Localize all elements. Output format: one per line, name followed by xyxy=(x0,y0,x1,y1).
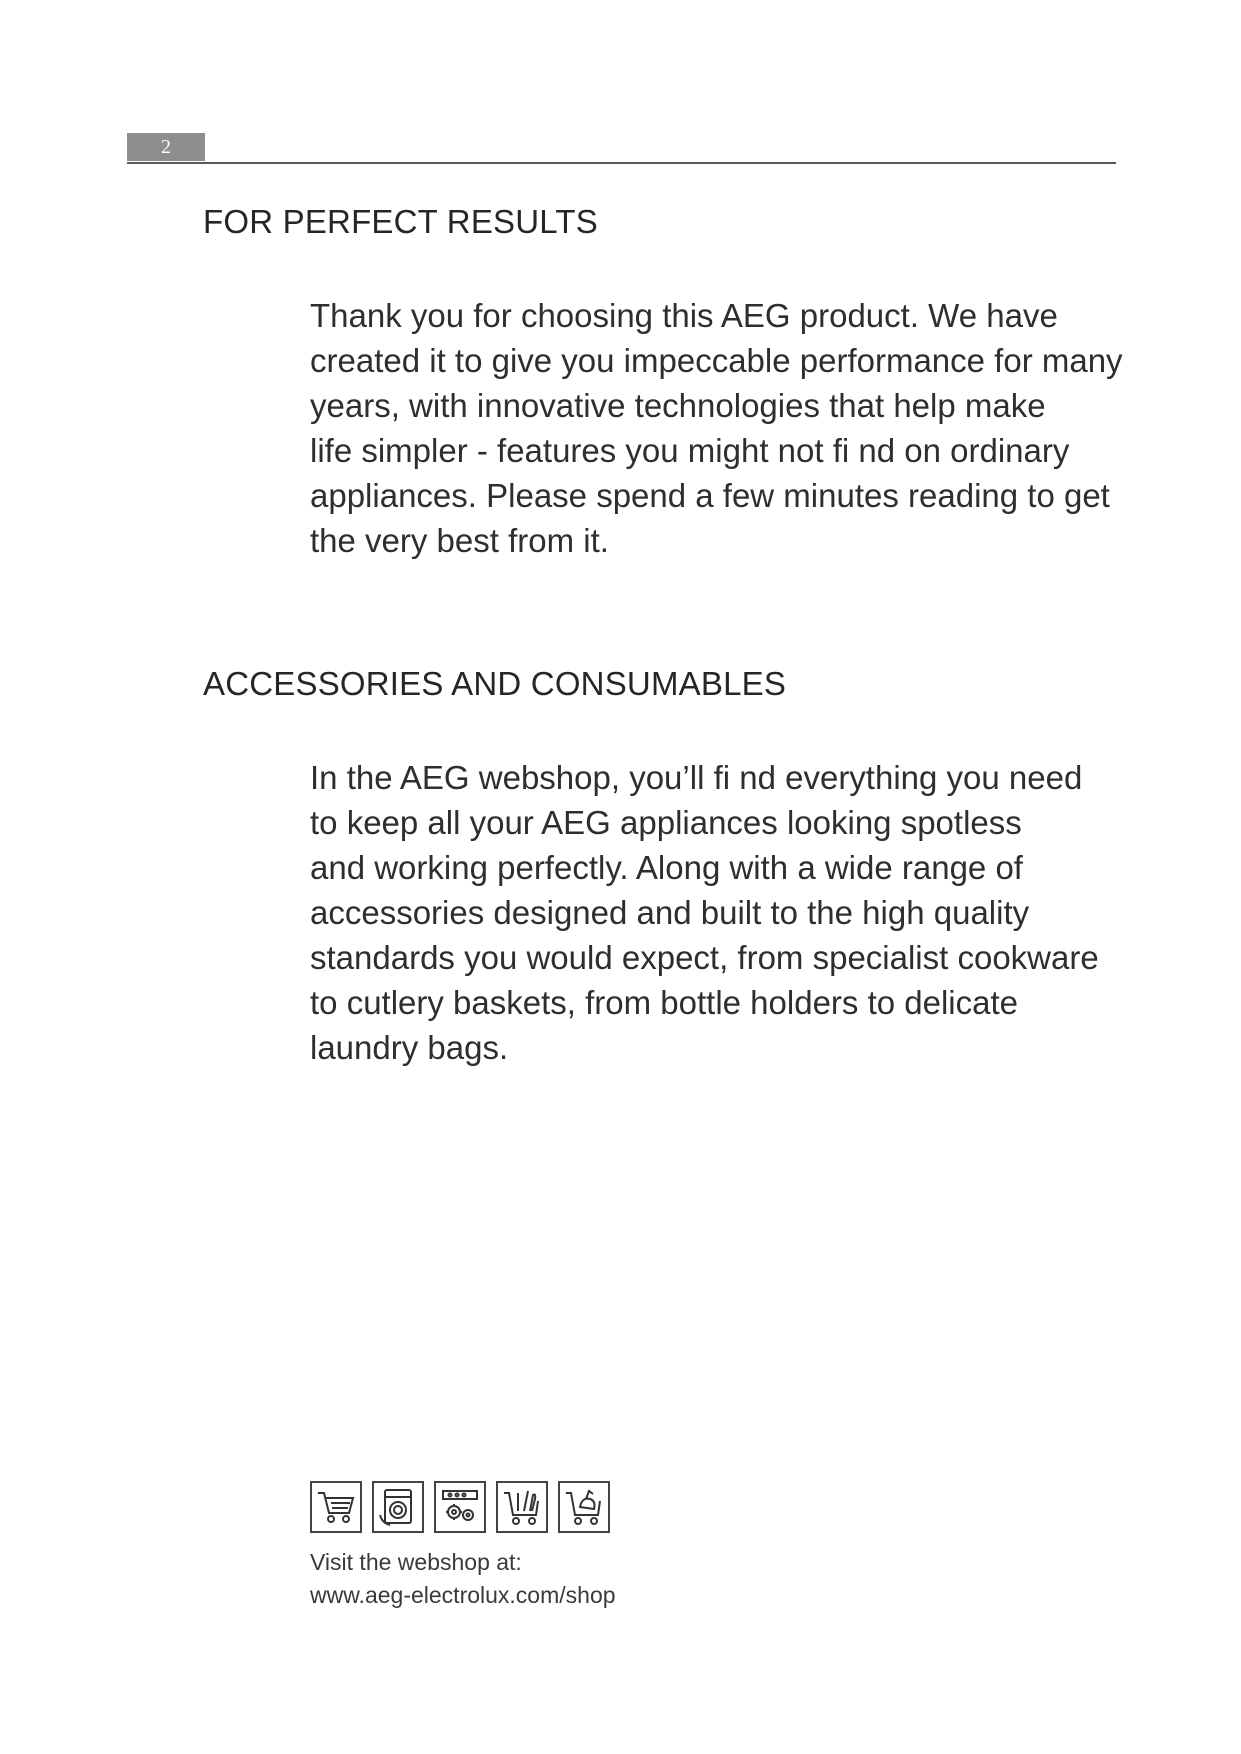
section-heading-perfect-results: FOR PERFECT RESULTS xyxy=(203,203,598,240)
intro-paragraph xyxy=(310,293,1130,563)
oven-gear-icon xyxy=(434,1481,486,1533)
section-heading-accessories: ACCESSORIES AND CONSUMABLES xyxy=(203,665,787,702)
paragraph-line: created it to give you impeccable performance for many xyxy=(310,342,1123,379)
paragraph-line: laundry bags. xyxy=(310,1029,509,1066)
cart-laundry-icon xyxy=(558,1481,610,1533)
webshop-visit-label: Visit the webshop at: xyxy=(310,1549,522,1575)
paragraph-line: and working perfectly. Along with a wide range of xyxy=(310,849,1023,886)
shopping-cart-icon xyxy=(310,1481,362,1533)
webshop-icon-row xyxy=(310,1481,610,1533)
paragraph-line: appliances. Please spend a few minutes reading to get xyxy=(310,477,1110,514)
page-number: 2 xyxy=(127,133,205,161)
paragraph-line: the very best from it. xyxy=(310,522,609,559)
paragraph-line: to keep all your AEG appliances looking spotless xyxy=(310,804,1022,841)
webshop-footer xyxy=(310,1546,616,1612)
webshop-url[interactable]: www.aeg-electrolux.com/shop xyxy=(310,1582,616,1608)
paragraph-line: to cutlery baskets, from bottle holders to delicate xyxy=(310,984,1019,1021)
paragraph-line: life simpler - features you might not fi nd on ordinary xyxy=(310,432,1070,469)
paragraph-line: Thank you for choosing this AEG product. We have xyxy=(310,297,1058,334)
paragraph-line: standards you would expect, from specialist cookware xyxy=(310,939,1099,976)
cart-utensils-icon xyxy=(496,1481,548,1533)
washing-machine-icon xyxy=(372,1481,424,1533)
paragraph-line: In the AEG webshop, you’ll fi nd everything you need xyxy=(310,759,1083,796)
accessories-paragraph xyxy=(310,755,1130,1070)
paragraph-line: years, with innovative technologies that help make xyxy=(310,387,1046,424)
paragraph-line: accessories designed and built to the high quality xyxy=(310,894,1030,931)
header-rule xyxy=(127,162,1116,164)
